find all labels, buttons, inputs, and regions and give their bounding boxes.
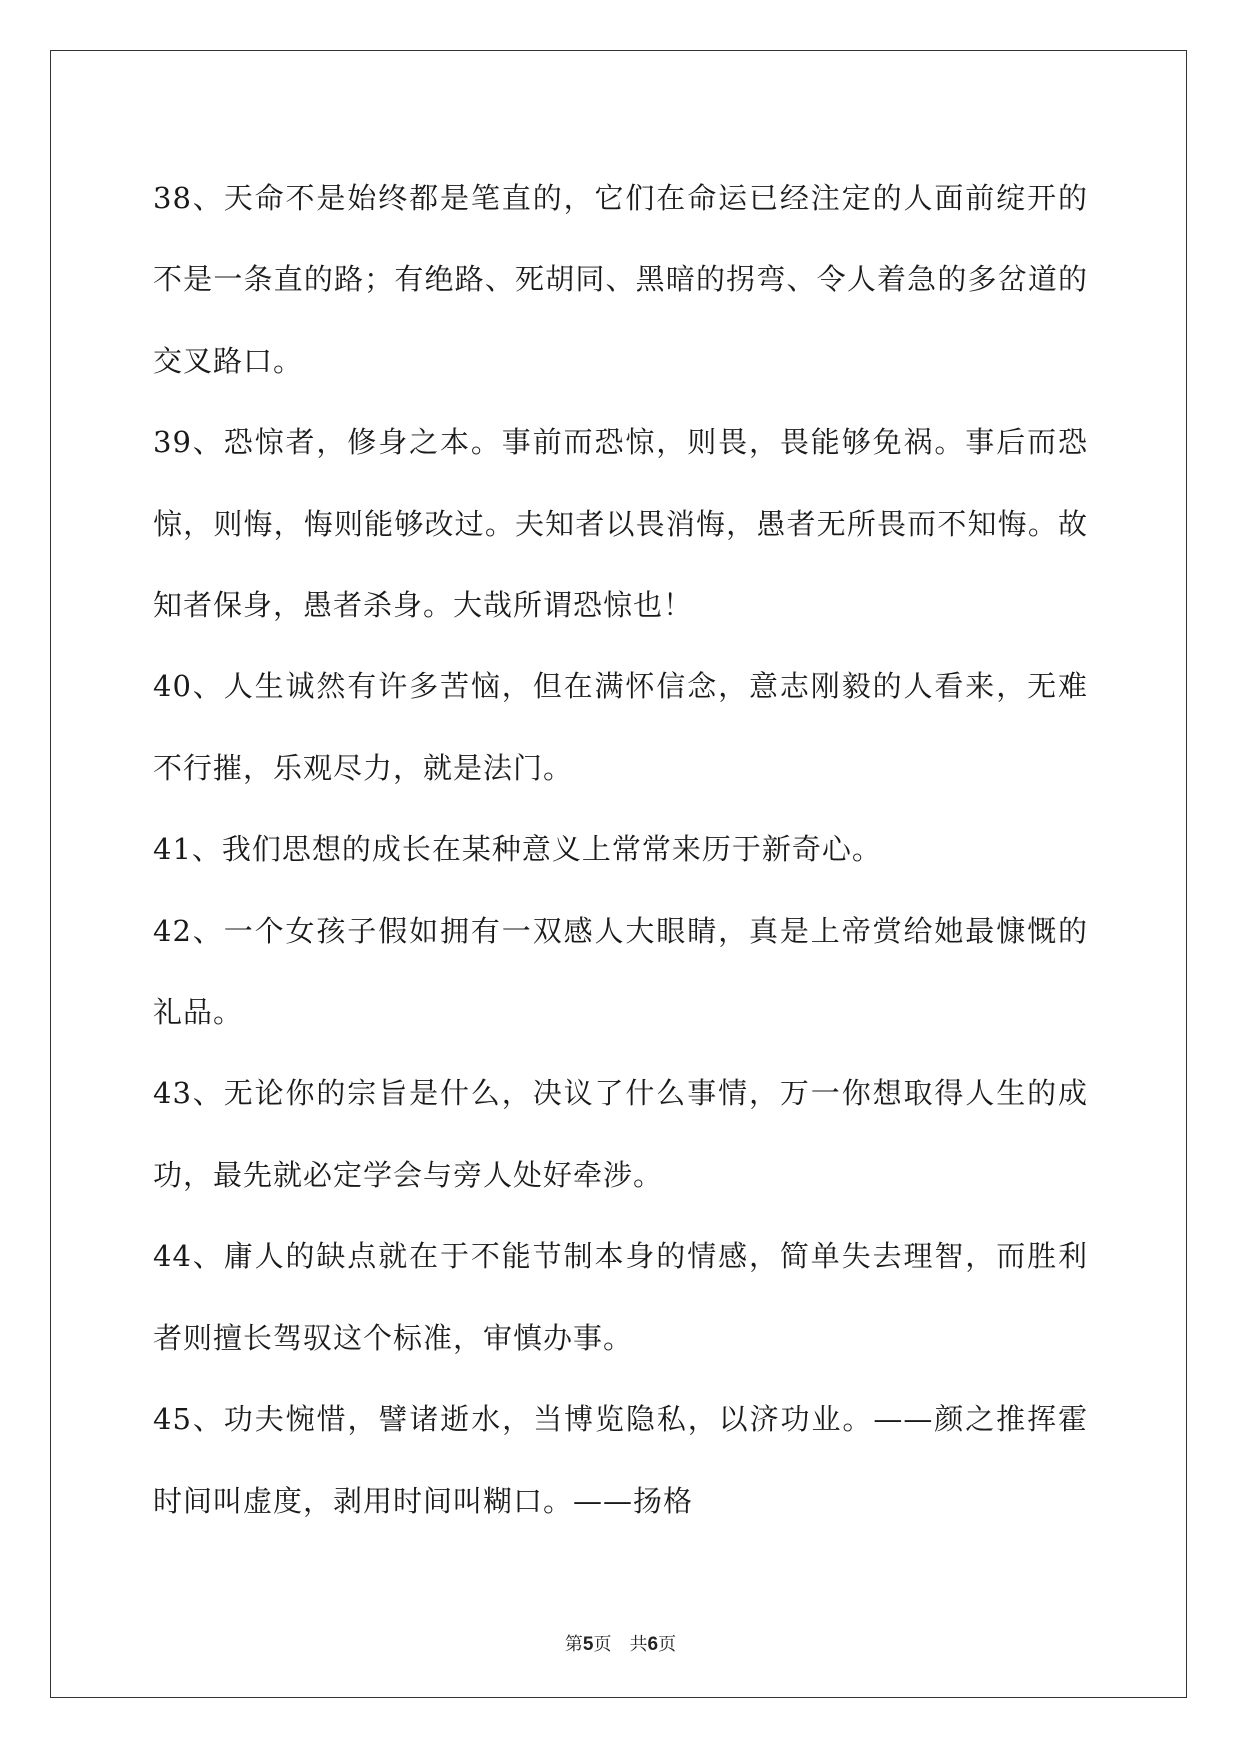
paragraph-40: 40、人生诚然有许多苦恼，但在满怀信念，意志刚毅的人看来，无难不行摧，乐观尽力，就是法门。 [153, 669, 1088, 785]
page-suffix: 页 [593, 1634, 612, 1655]
total-pages: 6 [647, 1634, 659, 1655]
page-footer [0, 1630, 1241, 1656]
paragraph-44: 44、庸人的缺点就在于不能节制本身的情感，简单失去理智，而胜利者则擅长驾驭这个标准，审慎办事。 [153, 1239, 1088, 1355]
paragraph-42: 42、一个女孩子假如拥有一双感人大眼睛，真是上帝赏给她最慷慨的礼品。 [153, 913, 1088, 1030]
page-prefix: 第 [564, 1634, 583, 1655]
page-number: 5 [582, 1634, 594, 1655]
paragraph-41: 41、我们思想的成长在某种意义上常常来历于新奇心。 [153, 832, 882, 867]
total-suffix: 页 [658, 1634, 677, 1655]
document-body [153, 158, 1088, 1542]
paragraph-43: 43、无论你的宗旨是什么，决议了什么事情，万一你想取得人生的成功，最先就必定学会与旁人处好牵涉。 [153, 1076, 1088, 1192]
paragraph-39: 39、恐惊者，修身之本。事前而恐惊，则畏，畏能够免祸。事后而恐惊，则悔，悔则能够改过。夫知者以畏消悔，愚者无所畏而不知悔。故知者保身，愚者杀身。大哉所谓恐惊也！ [153, 425, 1088, 623]
paragraph-45: 45、功夫惋惜，譬诸逝水，当博览隐私，以济功业。——颜之推挥霍时间叫虚度，剥用时间叫糊口。——扬格 [153, 1402, 1088, 1518]
paragraph-38: 38、天命不是始终都是笔直的，它们在命运已经注定的人面前绽开的不是一条直的路；有绝路、死胡同、黑暗的拐弯、令人着急的多岔道的交叉路口。 [153, 181, 1088, 378]
total-prefix: 共 [629, 1634, 648, 1655]
